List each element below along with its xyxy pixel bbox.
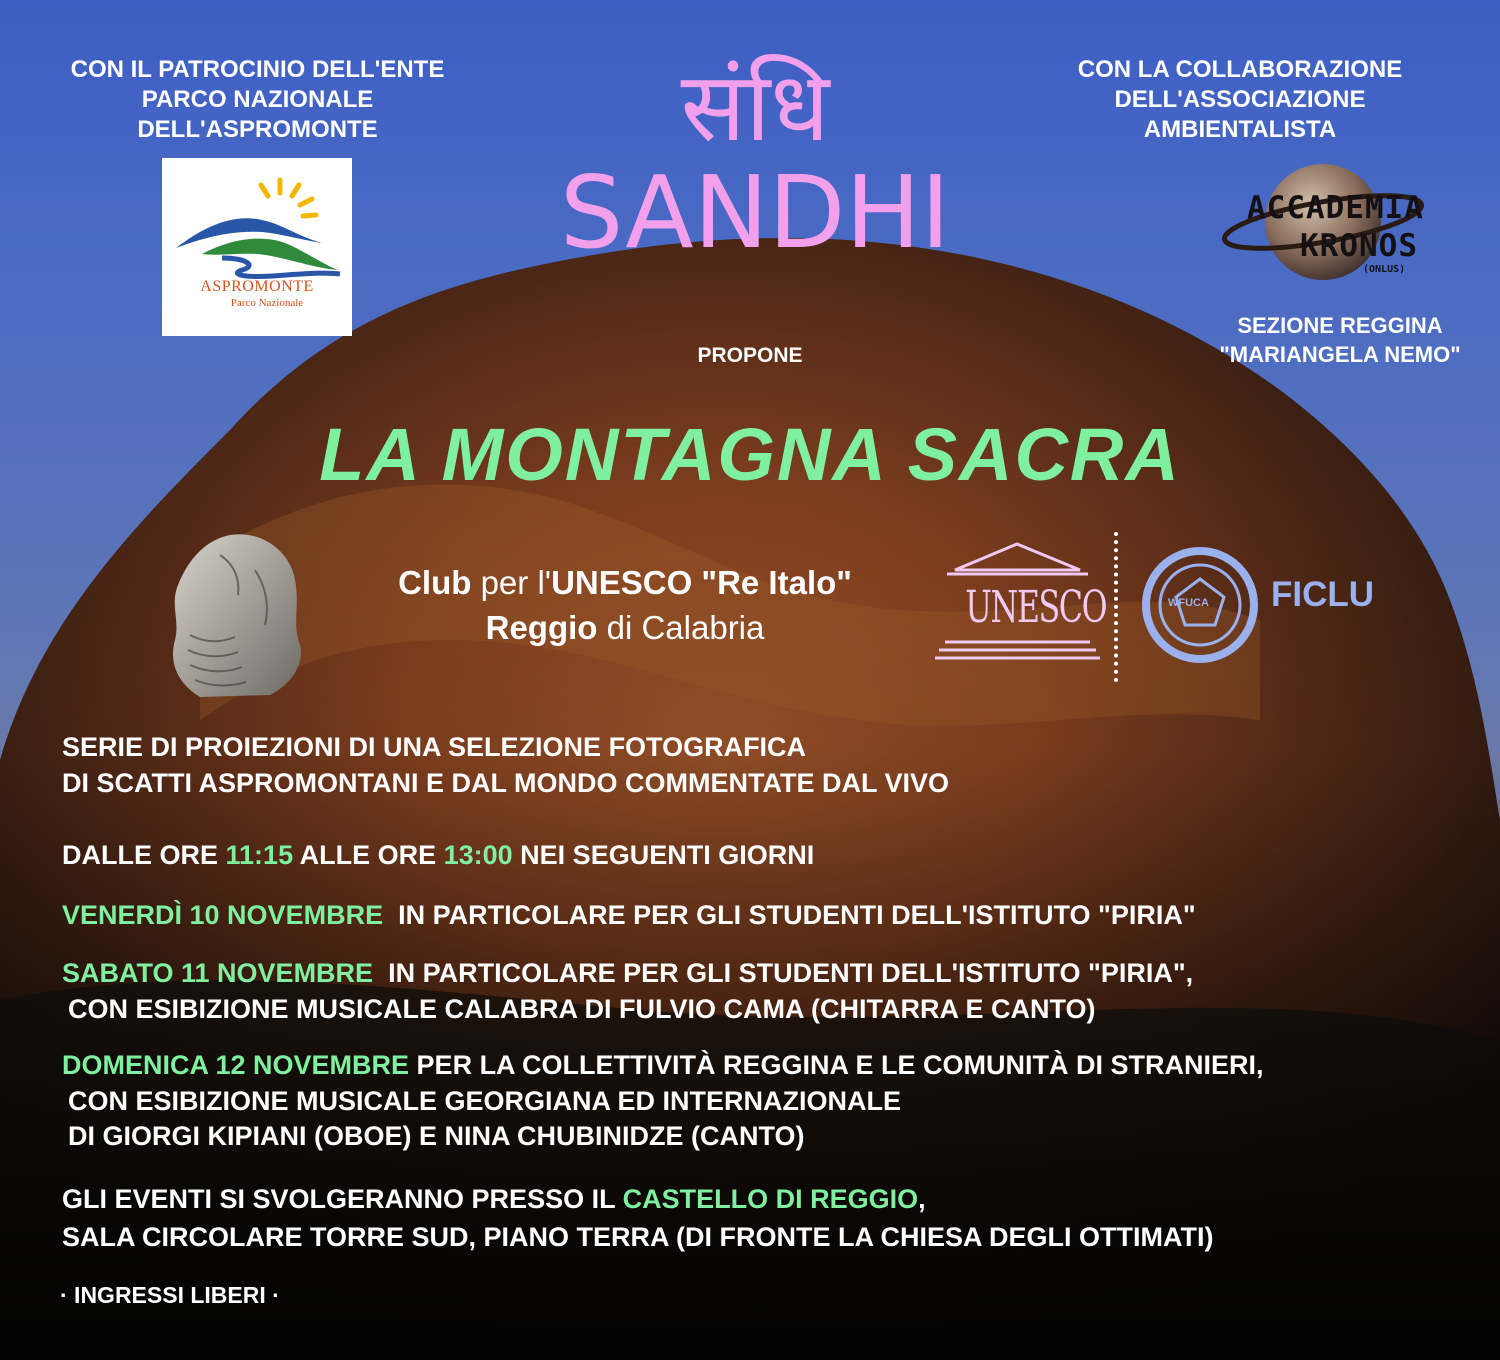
day-2-music: CON ESIBIZIONE MUSICALE CALABRA DI FULVIO CAMA (CHITARRA E CANTO) (68, 994, 1096, 1024)
sponsorship-line-2: PARCO NAZIONALE (141, 86, 374, 113)
propone-label: PROPONE (697, 344, 803, 367)
kronos-logo-line-2: KRONOS (1300, 228, 1418, 264)
section-line-2: "MARIANGELA NEMO" (1219, 342, 1461, 367)
club-line-1 (290, 560, 960, 605)
sandhi-devanagari-logo: संधि (680, 51, 830, 163)
day-2-line (62, 958, 1193, 989)
unesco-club-name (290, 560, 960, 650)
aspromonte-logo-sub: Parco Nazionale (230, 297, 304, 309)
free-entry-note: · INGRESSI LIBERI · (60, 1282, 280, 1308)
day-2-date: SABATO 11 NOVEMBRE (62, 958, 374, 988)
club-per-text: per l' (471, 564, 552, 601)
schedule-line (62, 840, 814, 871)
day-3-music: CON ESIBIZIONE MUSICALE GEORGIANA ED INTERNAZIONALE (68, 1086, 902, 1116)
accademia-kronos-logo (1215, 150, 1485, 290)
collaboration-line-1: CON LA COLLABORAZIONE (1077, 56, 1403, 83)
club-city: Reggio (485, 609, 598, 646)
event-title: LA MONTAGNA SACRA (319, 413, 1181, 496)
club-line-2 (290, 605, 960, 650)
section-line-1: SEZIONE REGGINA (1237, 313, 1443, 338)
aspromonte-logo-name: ASPROMONTE (200, 278, 314, 295)
collaboration-heading (1010, 55, 1470, 145)
club-word: Club (398, 564, 472, 601)
intro-line-1: SERIE DI PROIEZIONI DI UNA SELEZIONE FOTOGRAFICA (62, 732, 807, 762)
day-2-audience: IN PARTICOLARE PER GLI STUDENTI DELL'ISTITUTO "PIRIA", (373, 958, 1194, 988)
sponsorship-line-1: CON IL PATROCINIO DELL'ENTE (70, 56, 445, 83)
day-1-audience: IN PARTICOLARE PER GLI STUDENTI DELL'ISTITUTO "PIRIA" (383, 900, 1196, 930)
sponsorship-line-3: DELL'ASPROMONTE (137, 116, 378, 143)
venue-line-1 (62, 1184, 926, 1215)
section-label (1185, 311, 1495, 369)
start-time: 11:15 (225, 840, 294, 870)
end-time: 13:00 (443, 840, 513, 870)
venue-comma: , (918, 1184, 926, 1214)
club-unesco-name: UNESCO "Re Italo" (551, 564, 852, 601)
logo-divider (1114, 532, 1118, 682)
collaboration-line-2: DELL'ASSOCIAZIONE (1114, 86, 1366, 113)
ficlu-wordmark: FICLU (1271, 575, 1375, 614)
sandhi-logo: SANDHI (559, 154, 951, 271)
schedule-to-text: ALLE ORE (293, 840, 444, 870)
venue-place: CASTELLO DI REGGIO (622, 1184, 919, 1214)
day-3-date: DOMENICA 12 NOVEMBRE (62, 1050, 410, 1080)
day-1-date: VENERDÌ 10 NOVEMBRE (62, 900, 384, 930)
venue-line-2: SALA CIRCOLARE TORRE SUD, PIANO TERRA (DI FRONTE LA CHIESA DEGLI OTTIMATI) (62, 1222, 1214, 1252)
unesco-logo (935, 540, 1107, 665)
kronos-logo-line-3: (ONLUS) (1363, 264, 1406, 275)
aspromonte-sun-hills-icon (162, 158, 352, 336)
schedule-from-text: DALLE ORE (62, 840, 226, 870)
intro-line-2: DI SCATTI ASPROMONTANI E DAL MONDO COMMENTATE DAL VIVO (62, 768, 949, 798)
collaboration-line-3: AMBIENTALISTA (1143, 116, 1337, 143)
venue-intro: GLI EVENTI SI SVOLGERANNO PRESSO IL (62, 1184, 623, 1214)
unesco-wordmark: UNESCO (965, 582, 1107, 633)
day-3-line (62, 1050, 1264, 1081)
day-3-performers: DI GIORGI KIPIANI (OBOE) E NINA CHUBINIDZE (CANTO) (68, 1121, 805, 1151)
day-3-audience: PER LA COLLETTIVITÀ REGGINA E LE COMUNITÀ DI STRANIERI, (409, 1050, 1264, 1080)
sponsorship-heading (20, 55, 495, 145)
kronos-logo-line-1: ACCADEMIA (1247, 190, 1424, 226)
day-1-line (62, 900, 1196, 931)
schedule-days-text: NEI SEGUENTI GIORNI (512, 840, 815, 870)
wfuca-label: WFUCA (1168, 597, 1209, 609)
aspromonte-park-logo (162, 158, 352, 336)
club-region: di Calabria (597, 609, 765, 646)
